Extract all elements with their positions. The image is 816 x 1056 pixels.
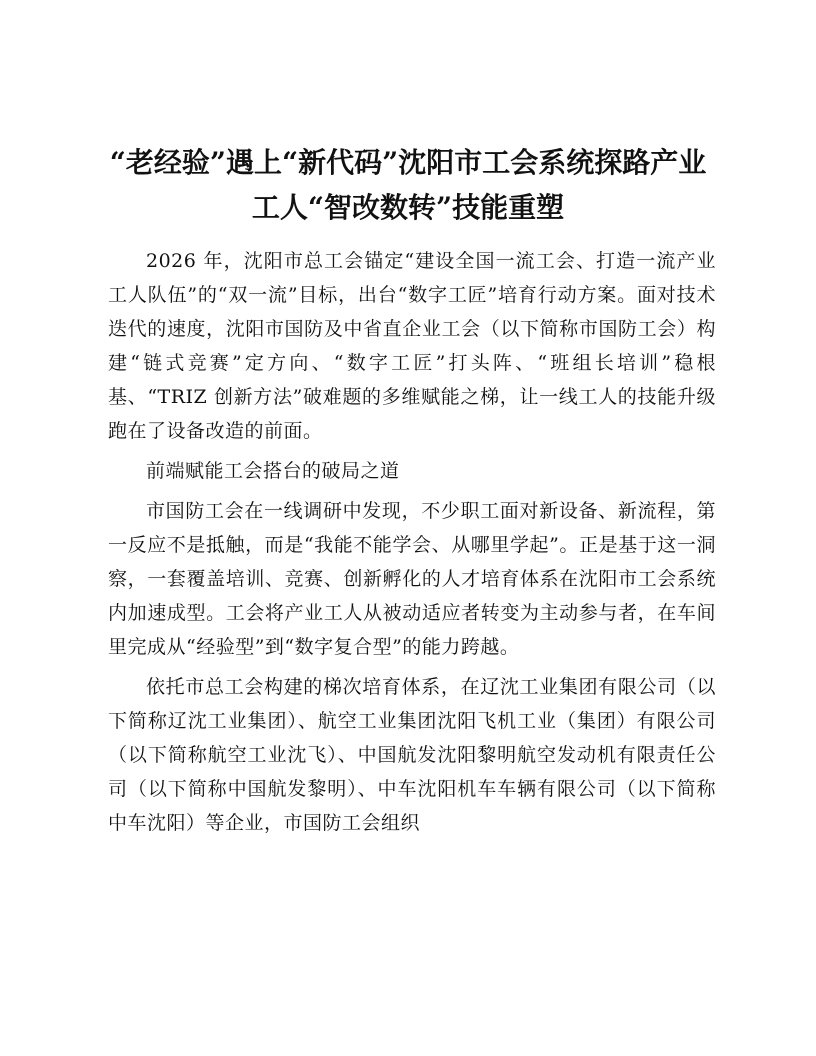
article-title: “老经验”遇上“新代码”沈阳市工会系统探路产业工人“智改数转”技能重塑	[109, 146, 707, 224]
section-heading: 前端赋能工会搭台的破局之道	[146, 460, 400, 482]
paragraph-system: 依托市总工会构建的梯次培育体系，在辽沈工业集团有限公司（以下简称辽沈工业集团）、航空工业集团沈阳飞机工业（集团）有限公司（以下简称航空工业沈飞）、中国航发沈阳黎明航空发动机有限责任公司（以下简称中国航发黎明）、中车沈阳机车车辆有限公司（以下简称中车沈阳）等企业，市国防工会组织	[108, 676, 716, 834]
paragraph-insight: 市国防工会在一线调研中发现，不少职工面对新设备、新流程，第一反应不是抵触，而是“我能不能学会、从哪里学起”。正是基于这一洞察，一套覆盖培训、竞赛、创新孵化的人才培育体系在沈阳市工会系统内加速成型。工会将产业工人从被动适应者转变为主动参与者，在车间里完成从“经验型”到“数字复合型”的能力跨越。	[108, 500, 716, 658]
article-body	[108, 244, 716, 840]
paragraph-intro: 2026 年，沈阳市总工会锚定“建设全国一流工会、打造一流产业工人队伍”的“双一流”目标，出台“数字工匠”培育行动方案。面对技术迭代的速度，沈阳市国防及中省直企业工会（以下简称市国防工会）构建“链式竞赛”定方向、“数字工匠”打头阵、“班组长培训”稳根基、“TRIZ 创新方法”破难题的多维赋能之梯，让一线工人的技能升级跑在了设备改造的前面。	[108, 250, 716, 442]
